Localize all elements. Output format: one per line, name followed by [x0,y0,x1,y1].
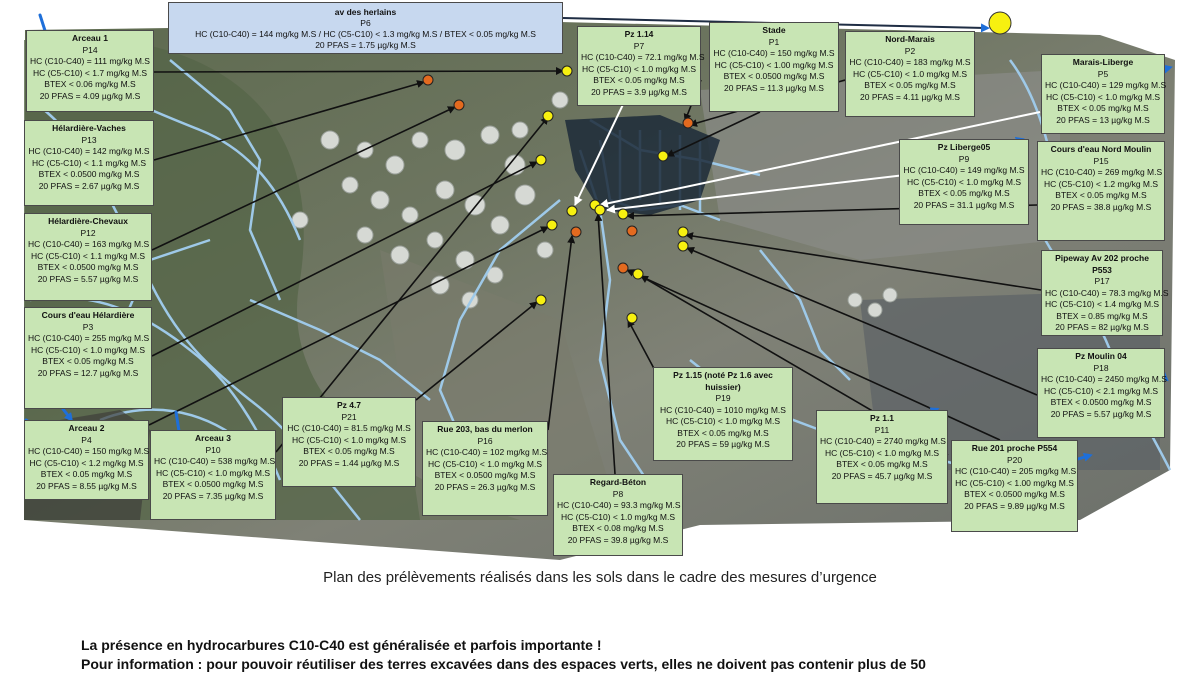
box-value-line: HC (C5-C10) < 1.00 mg/kg M.S [955,477,1074,488]
box-title: Stade [762,25,786,35]
data-box-p18 [1037,348,1165,438]
box-title: Pz Liberge05 [937,142,991,152]
box-value-line: HC (C10-C40) = 163 mg/kg M.S [28,239,150,249]
orange-sample-marker [618,263,628,273]
box-value-line: 20 PFAS = 38.8 µg/kg M.S [1050,201,1152,212]
data-box-p15 [1037,141,1165,241]
box-value-line: BTEX < 0.05 mg/kg M.S [1055,190,1147,200]
box-value-line: HC (C10-C40) = 93.3 mg/kg M.S [557,500,681,510]
yellow-sample-marker [627,313,637,323]
box-value-line: BTEX < 0.06 mg/kg M.S [44,79,136,89]
box-value-line: HC (C5-C10) < 1.7 mg/kg M.S [32,67,148,78]
box-title: av des herlains [334,7,397,17]
yellow-sample-marker [562,66,572,76]
box-sample-id: P9 [958,153,970,164]
box-sample-id: P18 [1093,362,1109,373]
data-box-p11 [816,410,948,504]
box-value-line: BTEX < 0.0500 mg/kg M.S [723,71,825,81]
box-title: Regard-Béton [589,477,647,487]
box-value-line: BTEX < 0.05 mg/kg M.S [593,75,685,85]
data-box-p13 [24,120,154,206]
box-sample-id: P20 [1006,454,1023,465]
data-box-p21 [282,397,416,487]
box-value-line: 20 PFAS = 11.3 µg/kg M.S [724,82,824,93]
box-value-line: BTEX < 0.05 mg/kg M.S [918,188,1010,198]
box-value-line: BTEX < 0.0500 mg/kg M.S [37,262,139,272]
data-box-p7 [577,26,705,106]
box-value-line: HC (C10-C40) = 183 mg/kg M.S [849,57,971,67]
box-sample-id: P12 [80,227,96,238]
yellow-sample-marker [536,155,546,165]
yellow-sample-marker [567,206,577,216]
box-value-line: HC (C10-C40) = 150 mg/kg M.S [713,48,835,58]
box-value-line: HC (C5-C10) < 1.0 mg/kg M.S [427,458,543,469]
orange-sample-marker [571,227,581,237]
box-value-line: HC (C10-C40) = 102 mg/kg M.S [426,447,548,457]
yellow-sample-marker [543,111,553,121]
box-value-line: HC (C5-C10) < 1.0 mg/kg M.S [824,447,940,458]
box-sample-id: P3 [82,321,94,332]
box-value-line: BTEX < 0.05 mg/kg M.S [40,469,133,479]
box-value-line: HC (C5-C10) < 1.0 mg/kg M.S [581,63,697,74]
box-sample-id: P16 [477,435,493,446]
box-value-line: 20 PFAS = 4.11 µg/kg M.S [860,91,960,102]
yellow-sample-marker [633,269,643,279]
box-title: Pz 1.1 [869,413,895,423]
box-value-line: 20 PFAS = 8.55 µg/kg M.S [36,480,137,491]
box-value-line: HC (C5-C10) < 2.1 mg/kg M.S [1043,385,1159,396]
box-value-line: HC (C5-C10) < 1.0 mg/kg M.S [665,416,781,426]
box-value-line: HC (C5-C10) < 1.0 mg/kg M.S [155,467,271,478]
data-box-p6 [168,2,563,54]
yellow-sample-marker [547,220,557,230]
box-value-line: BTEX < 0.05 mg/kg M.S [1057,103,1149,113]
box-value-line: HC (C5-C10) < 1.00 mg/kg M.S [714,59,834,70]
box-title: Arceau 3 [195,433,231,443]
box-title: Pz 1.14 [624,29,654,39]
box-sample-id: P13 [81,134,97,145]
box-value-line: BTEX < 0.05 mg/kg M.S [303,446,395,456]
yellow-sample-marker [536,295,546,305]
yellow-sample-marker [678,227,688,237]
box-value-line: HC (C10-C40) = 144 mg/kg M.S / HC (C5-C10) < 1.3 mg/kg M.S / BTEX < 0.05 mg/kg M.S [195,29,536,39]
orange-sample-marker [454,100,464,110]
box-title: Pz 4.7 [336,400,362,410]
box-title: Rue 203, bas du merlon [437,424,533,434]
box-sample-id: P17 [1094,276,1110,286]
box-value-line: HC (C10-C40) = 78.3 mg/kg M.S [1045,287,1169,298]
box-value-line: HC (C5-C10) < 1.2 mg/kg M.S [29,457,144,468]
orange-sample-marker [423,75,433,85]
box-value-line: HC (C10-C40) = 81.5 mg/kg M.S [287,423,411,433]
box-value-line: HC (C5-C10) < 1.1 mg/kg M.S [30,250,146,261]
data-box-p3 [24,307,152,409]
box-value-line: HC (C5-C10) < 1.0 mg/kg M.S [291,434,407,445]
box-value-line: 20 PFAS = 2.67 µg/kg M.S [38,180,140,191]
box-title: Cours d'eau Hélardière [41,310,135,320]
box-value-line: HC (C10-C40) = 2450 mg/kg M.S [1041,374,1167,384]
data-box-p17 [1041,250,1169,336]
box-value-line: 20 PFAS = 39.8 µg/kg M.S [567,534,669,545]
yellow-sample-marker [618,209,628,219]
box-value-line: 20 PFAS = 13 µg/kg M.S [1056,114,1150,125]
box-value-line: HC (C10-C40) = 1010 mg/kg M.S [660,404,786,415]
box-title: Arceau 2 [68,423,105,433]
data-box-p10 [150,430,276,520]
box-title: Hélardière-Chevaux [48,216,128,226]
box-value-line: 20 PFAS = 45.7 µg/kg M.S [831,470,933,481]
box-value-line: BTEX < 0.05 mg/kg M.S [42,356,134,366]
data-box-p4 [24,420,149,500]
box-value-line: HC (C10-C40) = 111 mg/kg M.S [30,56,150,66]
orange-sample-marker [683,118,693,128]
box-value-line: HC (C5-C10) < 1.0 mg/kg M.S [30,344,146,355]
box-value-line: 20 PFAS = 1.75 µg/kg M.S [315,40,416,50]
box-value-line: 20 PFAS = 3.9 µg/kg M.S [591,86,687,97]
box-title: Rue 201 proche P554 [971,443,1058,453]
yellow-sample-marker [595,205,605,215]
box-sample-id: P15 [1093,155,1109,166]
box-value-line: 20 PFAS = 5.57 µg/kg M.S [37,273,139,284]
box-value-line: HC (C10-C40) = 72.1 mg/kg M.S [581,52,705,62]
data-box-p5 [1041,54,1165,134]
box-value-line: 20 PFAS = 82 µg/kg M.S [1055,322,1149,332]
box-sample-id: P21 [341,411,357,422]
data-box-p16 [422,421,548,516]
box-value-line: HC (C5-C10) < 1.0 mg/kg M.S [560,511,676,522]
box-sample-id: P2 [904,45,916,56]
box-value-line: HC (C5-C10) < 1.4 mg/kg M.S [1045,299,1160,309]
box-value-line: HC (C5-C10) < 1.0 mg/kg M.S [906,176,1022,187]
box-value-line: BTEX < 0.0500 mg/kg M.S [1050,397,1152,407]
box-value-line: HC (C10-C40) = 538 mg/kg M.S [154,456,276,466]
box-value-line: HC (C10-C40) = 129 mg/kg M.S [1045,80,1167,90]
yellow-sample-marker [678,241,688,251]
box-value-line: HC (C10-C40) = 142 mg/kg M.S [28,146,150,156]
box-value-line: HC (C10-C40) = 269 mg/kg M.S [1041,167,1163,177]
note-line-1: La présence en hydrocarbures C10-C40 est généralisée et parfois importante ! [81,637,602,653]
data-box-p14 [26,30,154,112]
box-sample-id: P4 [81,434,92,445]
box-sample-id: P7 [633,40,645,51]
box-value-line: BTEX < 0.0500 mg/kg M.S [38,169,140,179]
data-box-p19 [653,367,793,461]
box-value-line: HC (C5-C10) < 1.0 mg/kg M.S [1045,91,1161,102]
box-value-line: 20 PFAS = 7.35 µg/kg M.S [162,490,264,501]
data-box-p12 [24,213,152,301]
box-value-line: 20 PFAS = 9.89 µg/kg M.S [964,500,1065,511]
box-value-line: BTEX = 0.85 mg/kg M.S [1056,310,1148,321]
box-value-line: 20 PFAS = 12.7 µg/kg M.S [37,367,139,378]
note-line-2: Pour information : pour pouvoir réutiliser des terres excavées dans des espaces verts, elles ne doivent pas contenir plus de 50 [81,656,926,672]
box-value-line: BTEX < 0.08 mg/kg M.S [572,523,664,533]
box-value-line: HC (C5-C10) < 1.0 mg/kg M.S [852,68,968,79]
box-value-line: 20 PFAS = 4.09 µg/kg M.S [39,90,141,101]
box-value-line: 20 PFAS = 1.44 µg/kg M.S [298,457,400,468]
box-sample-id: P19 [715,393,731,403]
box-value-line: HC (C10-C40) = 205 mg/kg M.S [955,466,1077,476]
box-title: Arceau 1 [72,33,108,43]
box-value-line: BTEX < 0.0500 mg/kg M.S [434,470,536,480]
box-title: Pz 1.15 (noté Pz 1.6 avec huissier) [673,370,773,392]
box-title: Marais-Liberge [1072,57,1134,67]
box-value-line: HC (C10-C40) = 150 mg/kg M.S [28,446,150,456]
data-box-p8 [553,474,683,556]
box-sample-id: P14 [82,44,98,55]
box-value-line: BTEX < 0.05 mg/kg M.S [677,427,769,438]
box-title: Pipeway Av 202 proche P553 [1055,253,1149,275]
box-value-line: 20 PFAS = 5.57 µg/kg M.S [1050,408,1152,419]
box-value-line: BTEX < 0.05 mg/kg M.S [864,80,956,90]
box-value-line: 20 PFAS = 26.3 µg/kg M.S [434,481,536,492]
box-value-line: HC (C10-C40) = 149 mg/kg M.S [903,165,1025,175]
box-sample-id: P10 [205,444,221,455]
data-box-p2 [845,31,975,117]
box-title: Cours d'eau Nord Moulin [1050,144,1152,154]
legend-yellow-dot [989,12,1011,34]
box-title: Pz Moulin 04 [1075,351,1127,361]
box-sample-id: P11 [874,424,890,435]
box-value-line: HC (C10-C40) = 255 mg/kg M.S [28,333,150,343]
connector-line [154,71,563,72]
orange-sample-marker [627,226,637,236]
map-caption: Plan des prélèvements réalisés dans les sols dans le cadre des mesures d’urgence [323,569,877,586]
box-value-line: HC (C5-C10) < 1.2 mg/kg M.S [1043,178,1159,189]
box-value-line: HC (C10-C40) = 2740 mg/kg M.S [820,436,946,446]
box-sample-id: P5 [1097,68,1109,79]
box-sample-id: P1 [768,36,780,47]
box-sample-id: P6 [360,18,371,28]
data-box-p9 [899,139,1029,225]
box-value-line: BTEX < 0.0500 mg/kg M.S [162,479,264,489]
box-sample-id: P8 [612,488,624,499]
box-value-line: 20 PFAS = 31.1 µg/kg M.S [913,199,1015,210]
box-value-line: HC (C5-C10) < 1.1 mg/kg M.S [31,157,147,168]
data-box-p1 [709,22,839,112]
box-title: Nord-Marais [885,34,935,44]
box-title: Hélardière-Vaches [52,123,126,133]
box-value-line: 20 PFAS = 59 µg/kg M.S [676,439,770,449]
data-box-p20 [951,440,1078,532]
yellow-sample-marker [658,151,668,161]
box-value-line: BTEX < 0.05 mg/kg M.S [836,459,928,469]
box-value-line: BTEX < 0.0500 mg/kg M.S [964,489,1065,499]
